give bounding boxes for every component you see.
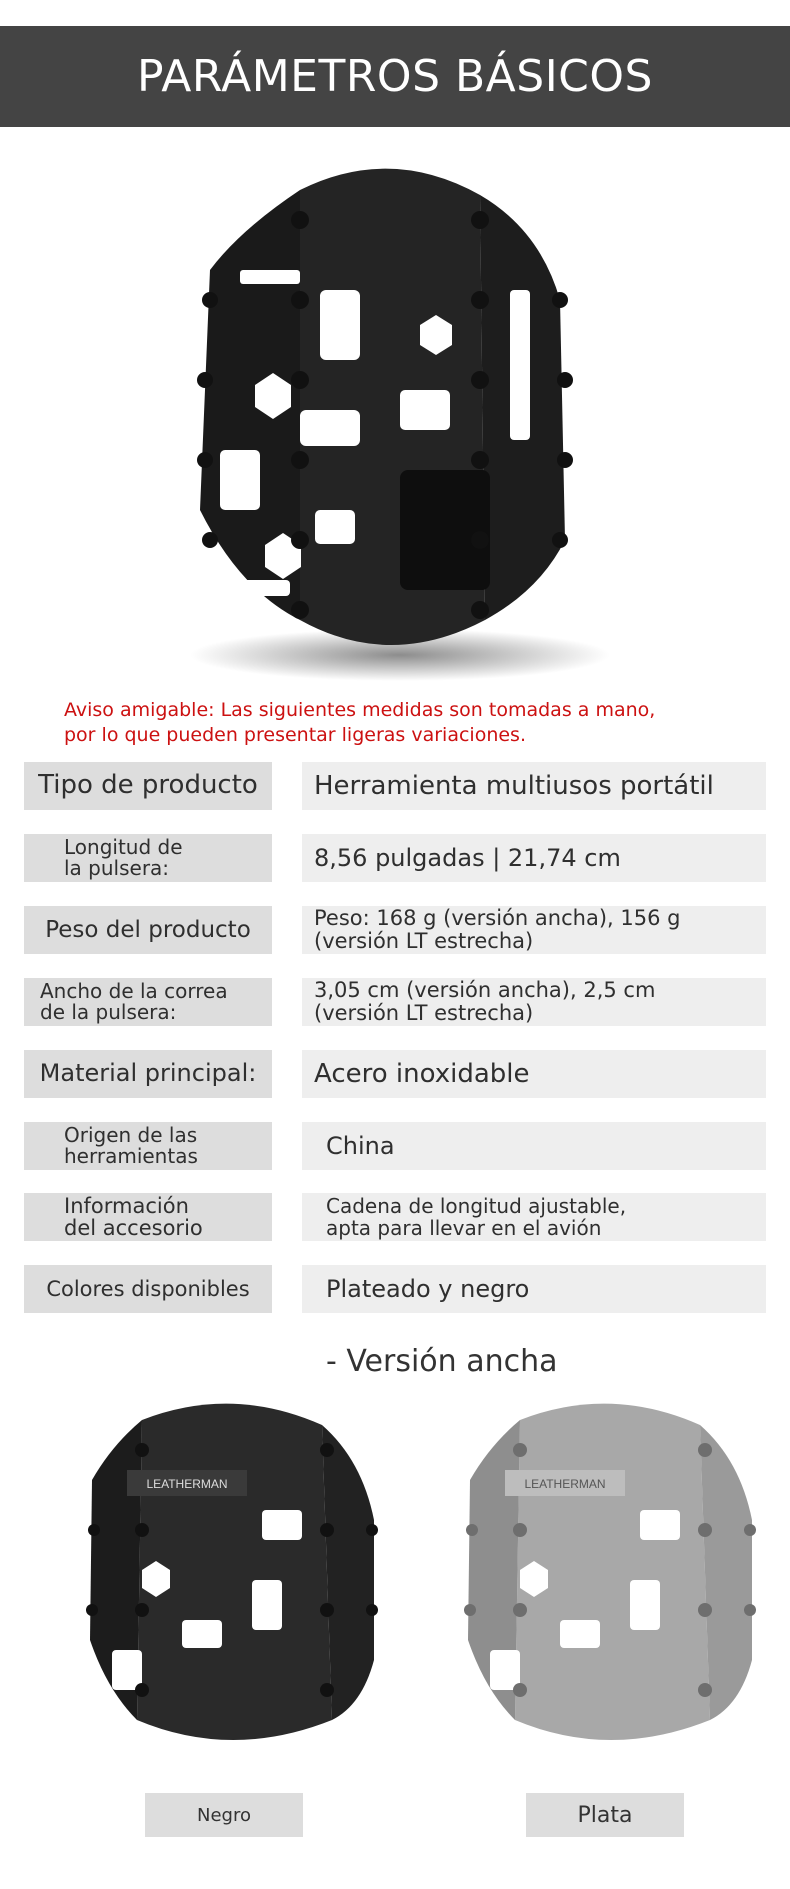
spec-value: 8,56 pulgadas | 21,74 cm: [302, 834, 766, 882]
section-title-wide-version: - Versión ancha: [326, 1344, 558, 1379]
spec-label: Longitud de la pulsera:: [24, 834, 272, 882]
spec-label: Material principal:: [24, 1050, 272, 1098]
notice-line-1: Aviso amigable: Las siguientes medidas son tomadas a mano,: [64, 699, 656, 721]
spec-row-bracelet-length: [24, 834, 766, 882]
hero-bracelet-image: [180, 150, 620, 690]
bracelet-silver-illustration: [460, 1390, 760, 1750]
page-title: PARÁMETROS BÁSICOS: [137, 51, 653, 102]
spec-label: Origen de las herramientas: [24, 1122, 272, 1170]
page-title-banner: [0, 26, 790, 127]
spec-row-accessory-info: [24, 1193, 766, 1241]
spec-row-main-material: [24, 1050, 766, 1098]
brand-mark: LEATHERMAN: [524, 1477, 606, 1491]
spec-row-product-weight: [24, 906, 766, 954]
spec-label: Ancho de la correa de la pulsera:: [24, 978, 272, 1026]
caption-silver: Plata: [526, 1793, 684, 1837]
spec-label: Tipo de producto: [24, 762, 272, 810]
spec-value: Plateado y negro: [302, 1265, 766, 1313]
spec-value: Cadena de longitud ajustable, apta para llevar en el avión: [302, 1193, 766, 1241]
brand-mark: LEATHERMAN: [146, 1477, 228, 1491]
bracelet-black-illustration: [82, 1390, 382, 1750]
product-image-black: [82, 1390, 382, 1750]
spec-row-product-type: [24, 762, 766, 810]
spec-value: 3,05 cm (versión ancha), 2,5 cm (versión LT estrecha): [302, 978, 766, 1026]
spec-label: Colores disponibles: [24, 1265, 272, 1313]
caption-black: Negro: [145, 1793, 303, 1837]
notice-line-2: por lo que pueden presentar ligeras variaciones.: [64, 724, 526, 746]
spec-value: Peso: 168 g (versión ancha), 156 g (versión LT estrecha): [302, 906, 766, 954]
spec-value: China: [302, 1122, 766, 1170]
product-image-silver: [460, 1390, 760, 1750]
spec-label: Información del accesorio: [24, 1193, 272, 1241]
spec-row-available-colors: [24, 1265, 766, 1313]
spec-value: Acero inoxidable: [302, 1050, 766, 1098]
bracelet-illustration: [180, 150, 620, 690]
friendly-notice: [64, 698, 764, 748]
spec-label: Peso del producto: [24, 906, 272, 954]
spec-row-tool-origin: [24, 1122, 766, 1170]
spec-value: Herramienta multiusos portátil: [302, 762, 766, 810]
spec-row-strap-width: [24, 978, 766, 1026]
